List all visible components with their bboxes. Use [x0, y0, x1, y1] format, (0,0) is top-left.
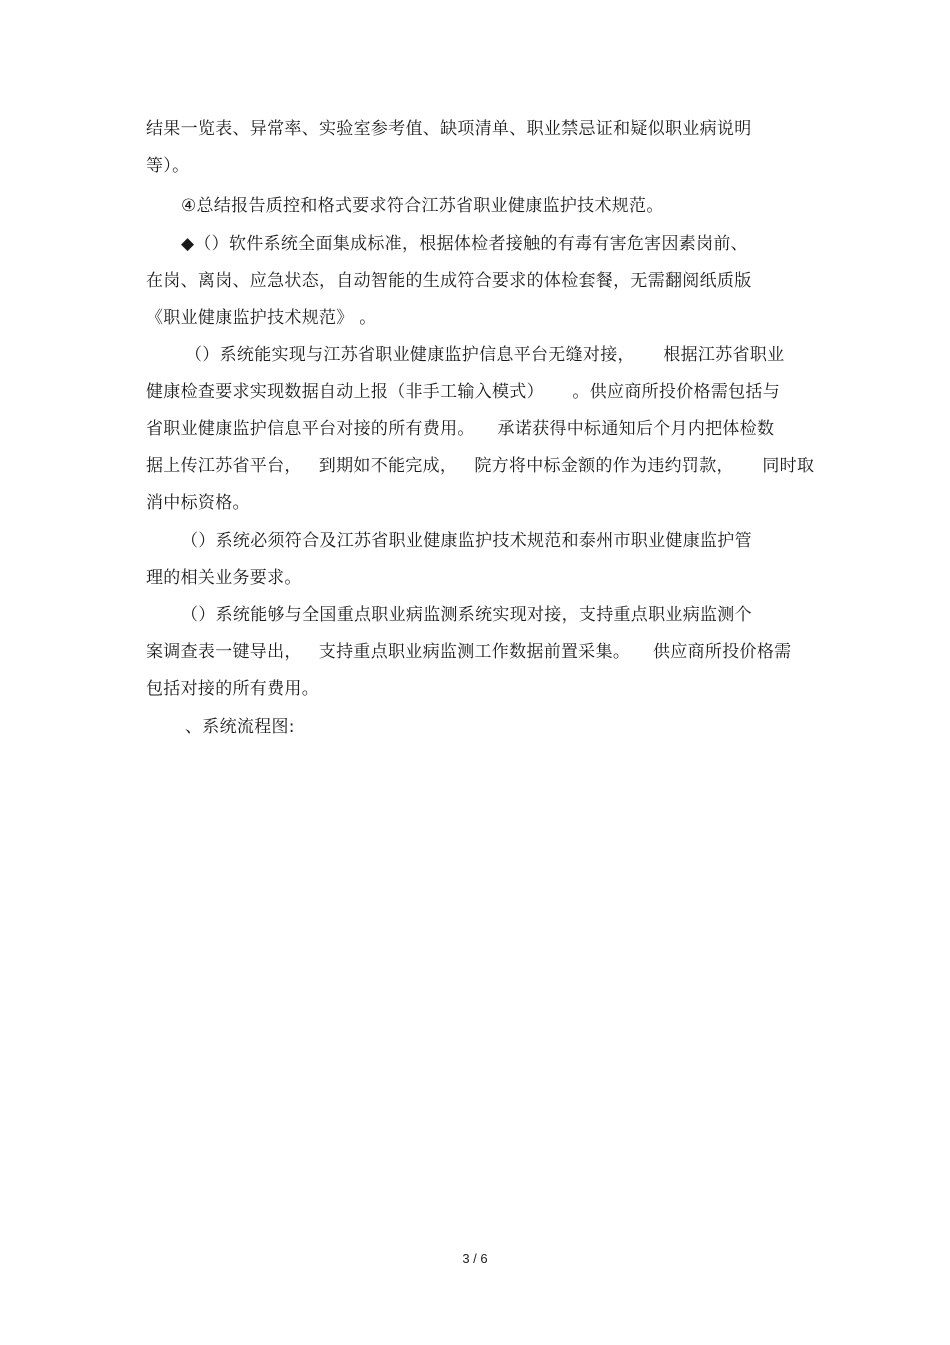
- paragraph-4-line-1: （）系统能实现与江苏省职业健康监护信息平台无缝对接， 根据江苏省职业: [185, 345, 785, 365]
- paragraph-6-line-3: 包括对接的所有费用。: [146, 679, 319, 699]
- paragraph-6-line-1: （）系统能够与全国重点职业病监测系统实现对接，支持重点职业病监测个: [181, 605, 752, 625]
- paragraph-4-line-5: 消中标资格。: [146, 493, 250, 513]
- paragraph-3-line-1: ◆（）软件系统全面集成标准，根据体检者接触的有毒有害危害因素岗前、: [181, 234, 748, 254]
- paragraph-5-line-1: （）系统必须符合及江苏省职业健康监护技术规范和泰州市职业健康监护管: [181, 531, 752, 551]
- paragraph-6-line-2: 案调查表一键导出， 支持重点职业病监测工作数据前置采集。 供应商所投价格需: [146, 642, 792, 662]
- paragraph-3-line-2: 在岗、离岗、应急状态，自动智能的生成符合要求的体检套餐，无需翻阅纸质版: [146, 271, 752, 291]
- page-number: 3 / 6: [462, 1251, 488, 1266]
- paragraph-5-line-2: 理的相关业务要求。: [146, 568, 302, 588]
- paragraph-4-line-2: 健康检查要求实现数据自动上报（非手工输入模式） 。供应商所投价格需包括与: [146, 382, 781, 402]
- paragraph-1-line-2: 等）。: [146, 156, 190, 176]
- paragraph-2-line-1: ④总结报告质控和格式要求符合江苏省职业健康监护技术规范。: [181, 196, 664, 216]
- section-heading-flowchart: 、系统流程图:: [185, 717, 295, 737]
- paragraph-4-line-3: 省职业健康监护信息平台对接的所有费用。 承诺获得中标通知后个月内把体检数: [146, 419, 775, 439]
- paragraph-3-line-3: 《职业健康监护技术规范》 。: [146, 308, 377, 328]
- paragraph-1-line-1: 结果一览表、异常率、实验室参考值、缺项清单、职业禁忌证和疑似职业病说明: [146, 119, 752, 139]
- paragraph-4-line-4: 据上传江苏省平台， 到期如不能完成， 院方将中标金额的作为违约罚款， 同时取: [146, 456, 815, 476]
